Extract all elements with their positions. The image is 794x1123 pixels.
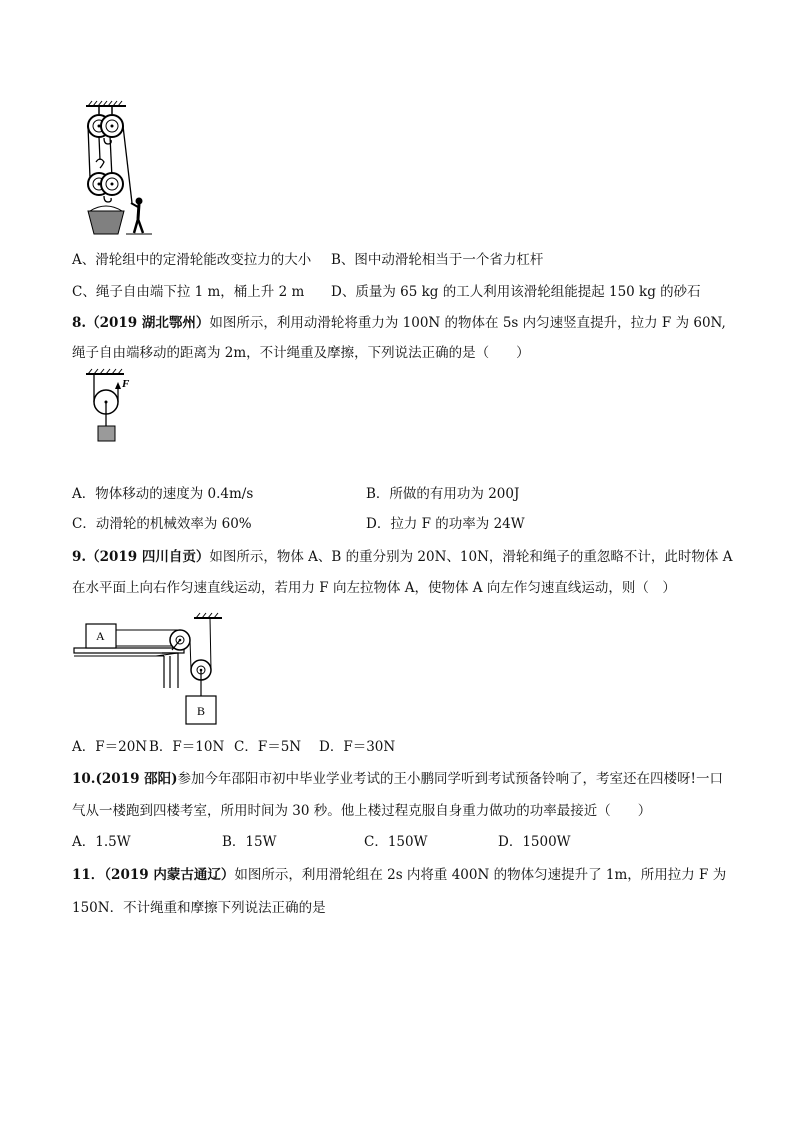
q10-number: 10. [72, 771, 96, 787]
q8-source: （2019 湖北鄂州） [86, 315, 210, 331]
q7-option-b: B、图中动滑轮相当于一个省力杠杆 [331, 252, 544, 268]
q9-option-b: B．F＝10N [149, 739, 225, 755]
q9-stem-line1 [72, 547, 732, 567]
q8-option-d: D．拉力 F 的功率为 24W [366, 516, 525, 532]
pulley-system-worker-figure [82, 100, 162, 238]
q10-stem-line2: 气从一楼跑到四楼考室，所用时间为 30 秒。他上楼过程克服自身重力做功的功率最接近（ ） [72, 803, 652, 819]
q11-stem-line2: 150N．不计绳重和摩擦下列说法正确的是 [72, 900, 326, 916]
q7-option-c: C、绳子自由端下拉 1 m，桶上升 2 m [72, 284, 305, 300]
q9-stem-text: 如图所示，物体 A、B 的重分别为 20N、10N，滑轮和绳子的重忽略不计，此时物体 A [209, 549, 733, 565]
q10-option-d: D．1500W [498, 834, 571, 850]
movable-pulley-figure [84, 368, 144, 446]
q11-source: （2019 内蒙古通辽） [104, 867, 235, 883]
q8-stem-line2: 绳子自由端移动的距离为 2m，不计绳重及摩擦，下列说法正确的是（ ） [72, 345, 530, 361]
q8-stem-line1 [72, 313, 726, 333]
q8-number: 8. [72, 315, 87, 331]
block-b-label: B [197, 704, 206, 718]
q11-stem-line1 [72, 865, 726, 885]
q11-number: 11． [72, 867, 105, 883]
q7-option-d: D、质量为 65 kg 的工人利用该滑轮组能提起 150 kg 的砂石 [331, 284, 701, 300]
q9-option-c: C．F＝5N [234, 739, 302, 755]
block-a-label: A [96, 629, 105, 643]
q10-stem-text: 参加今年邵阳市初中毕业学业考试的王小鹏同学听到考试预备铃响了，考室还在四楼呀!一口 [177, 771, 723, 787]
q10-option-b: B．15W [222, 834, 277, 850]
q11-stem-text: 如图所示，利用滑轮组在 2s 内将重 400N 的物体匀速提升了 1m，所用拉力 F 为 [234, 867, 727, 883]
q9-option-a: A．F＝20N [72, 739, 148, 755]
q8-option-c: C．动滑轮的机械效率为 60% [72, 516, 252, 532]
q10-source: (2019 邵阳) [95, 771, 178, 787]
q8-option-b: B．所做的有用功为 200J [366, 486, 520, 502]
q8-option-a: A．物体移动的速度为 0.4m/s [72, 486, 254, 502]
q10-option-c: C．150W [364, 834, 428, 850]
q7-option-a: A、滑轮组中的定滑轮能改变拉力的大小 [72, 252, 312, 268]
q8-stem-text: 如图所示，利用动滑轮将重力为 100N 的物体在 5s 内匀速竖直提升，拉力 F 为 60N, [209, 315, 726, 331]
q10-stem-line1 [72, 769, 723, 789]
q9-number: 9. [72, 549, 87, 565]
q9-stem-line2: 在水平面上向右作匀速直线运动，若用力 F 向左拉物体 A，使物体 A 向左作匀速直线运动，则（ ） [72, 580, 676, 596]
force-label-f: F [122, 378, 130, 390]
q10-option-a: A．1.5W [72, 834, 131, 850]
q9-option-d: D．F＝30N [319, 739, 396, 755]
table-pulley-figure [72, 612, 232, 726]
q9-source: （2019 四川自贡） [86, 549, 210, 565]
